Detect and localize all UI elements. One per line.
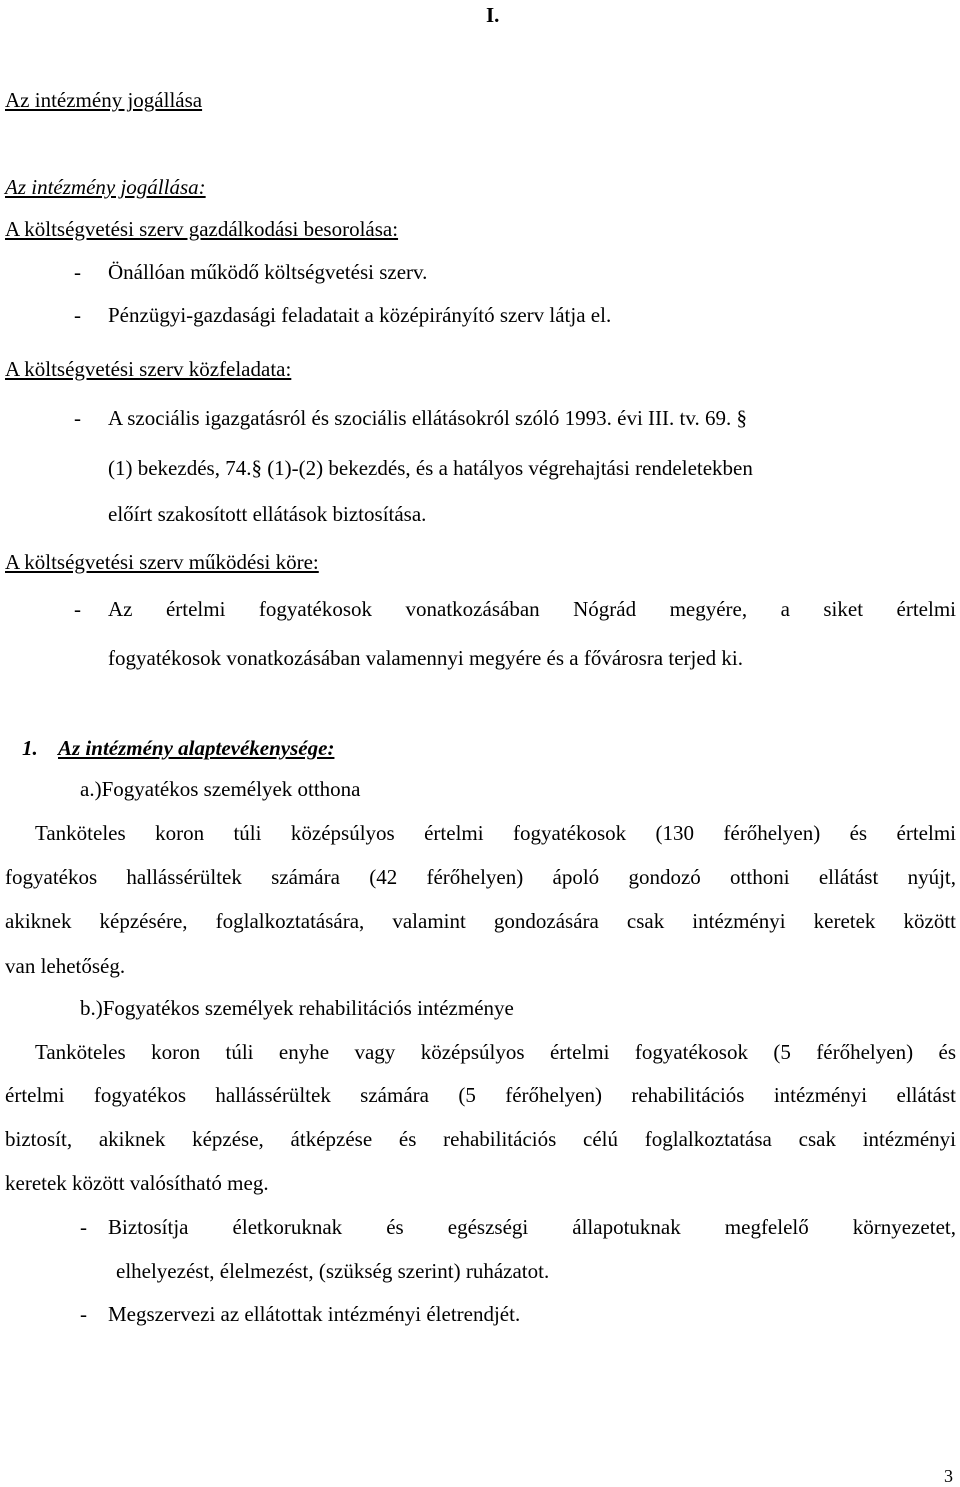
public-task-label: A költségvetési szerv közfeladata: [5,357,292,381]
paragraph-a-line: akiknek képzésére, foglalkoztatására, valamint gondozására csak intézményi keretek között [5,909,956,933]
paragraph-a-line: fogyatékos hallássérültek számára (42 férőhelyen) ápoló gondozó otthoni ellátást nyújt, [5,865,956,889]
paragraph-b-line: biztosít, akiknek képzése, átképzése és rehabilitációs célú foglalkoztatása csak intézményi [5,1127,956,1151]
chapter-number: I. [486,3,500,27]
paragraph-b-line: Tanköteles koron túli enyhe vagy középsúlyos értelmi fogyatékosok (5 férőhelyen) és [35,1040,956,1064]
classification-label: A költségvetési szerv gazdálkodási besorolása: [5,217,399,241]
core-activity-heading: Az intézmény alaptevékenysége: [58,736,335,760]
core-activity-number: 1. [22,736,38,760]
classification-item: Pénzügyi-gazdasági feladatait a középirányító szerv látja el. [108,303,612,327]
section-title: Az intézmény jogállása [5,88,203,112]
classification-item: Önállóan működő költségvetési szerv. [108,260,428,284]
list-dash: - [80,1215,87,1239]
legal-status-heading: Az intézmény jogállása: [5,175,206,199]
subsection-b-label: b.)Fogyatékos személyek rehabilitációs intézménye [80,996,514,1020]
public-task-line: előírt szakosított ellátások biztosítása. [108,502,427,526]
scope-line: fogyatékosok vonatkozásában valamennyi megyére és a fővárosra terjed ki. [108,646,744,670]
provision-item-continuation: elhelyezést, élelmezést, (szükség szerint) ruházatot. [116,1259,550,1283]
list-dash: - [74,303,81,327]
public-task-line: (1) bekezdés, 74.§ (1)-(2) bekezdés, és a hatályos végrehajtási rendeletekben [108,456,753,480]
list-dash: - [74,597,81,621]
scope-label: A költségvetési szerv működési köre: [5,550,319,574]
provision-item: Megszervezi az ellátottak intézményi életrendjét. [108,1302,521,1326]
subsection-a-label: a.)Fogyatékos személyek otthona [80,777,361,801]
paragraph-a-line: van lehetőség. [5,954,126,978]
list-dash: - [80,1302,87,1326]
paragraph-b-line: keretek között valósítható meg. [5,1171,269,1195]
paragraph-a-line: Tanköteles koron túli középsúlyos értelmi fogyatékosok (130 férőhelyen) és értelmi [35,821,956,845]
list-dash: - [74,260,81,284]
scope-line: Az értelmi fogyatékosok vonatkozásában Nógrád megyére, a siket értelmi [108,597,956,621]
public-task-line: A szociális igazgatásról és szociális ellátásokról szóló 1993. évi III. tv. 69. § [108,406,747,430]
paragraph-b-line: értelmi fogyatékos hallássérültek számára (5 férőhelyen) rehabilitációs intézményi ellátást [5,1083,956,1107]
provision-item: Biztosítja életkoruknak és egészségi állapotuknak megfelelő környezetet, [108,1215,956,1239]
page-number: 3 [944,1466,953,1486]
list-dash: - [74,406,81,430]
